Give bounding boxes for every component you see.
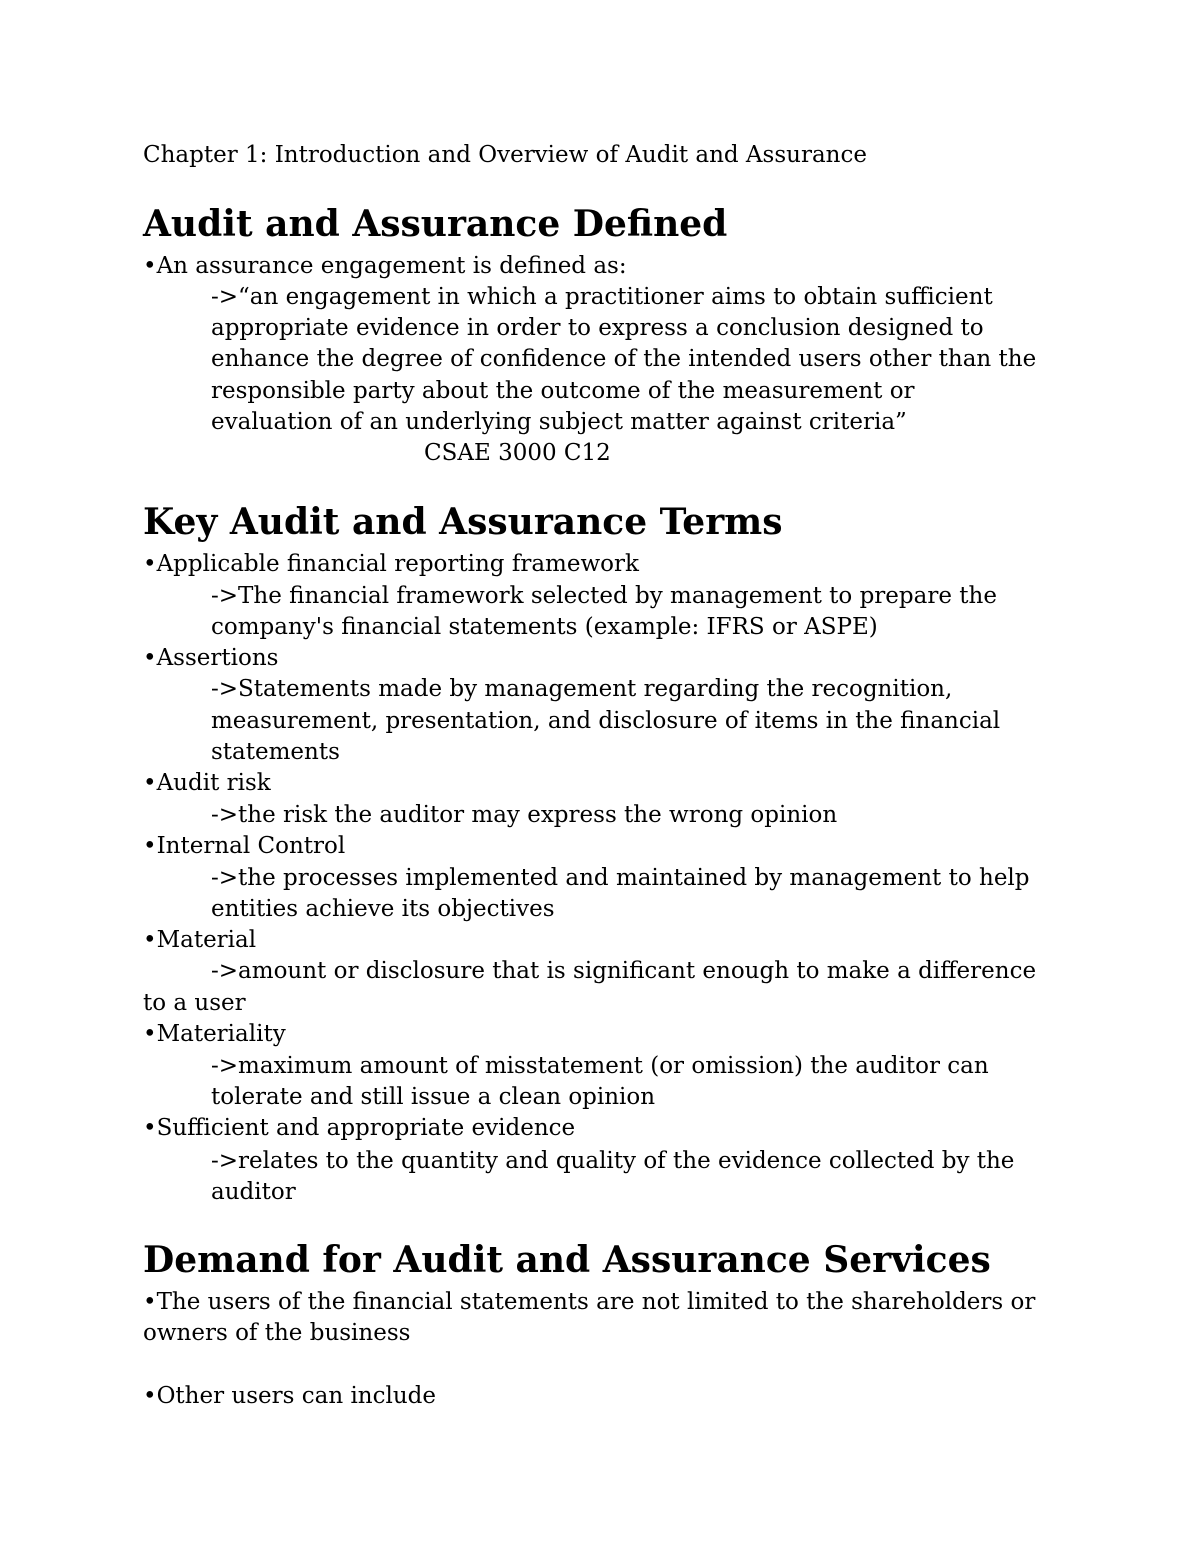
term-definition-line: ->The financial framework selected by management to prepare the — [211, 583, 997, 609]
quote-line: ->“an engagement in which a practitioner aims to obtain sufficient — [211, 284, 993, 310]
quote-line: responsible party about the outcome of the measurement or — [211, 378, 915, 404]
term-internal-control: •Internal Control — [143, 833, 346, 859]
term-definition-line: ->Statements made by management regarding the recognition, — [211, 676, 953, 702]
chapter-title: Chapter 1: Introduction and Overview of Audit and Assurance — [143, 142, 867, 168]
term-definition-line: company's financial statements (example: IFRS or ASPE) — [211, 614, 878, 640]
term-assertions: •Assertions — [143, 645, 279, 671]
bullet-assurance-engagement: •An assurance engagement is defined as: — [143, 253, 627, 279]
quote-source: CSAE 3000 C12 — [424, 440, 611, 466]
section-heading-key-terms: Key Audit and Assurance Terms — [143, 501, 783, 543]
bullet-other-users: •Other users can include — [143, 1383, 437, 1409]
term-sufficient-appropriate-evidence: •Sufficient and appropriate evidence — [143, 1115, 576, 1141]
term-definition-line: auditor — [211, 1179, 296, 1205]
section-heading-audit-assurance-defined: Audit and Assurance Defined — [143, 203, 728, 245]
bullet-users-line: owners of the business — [143, 1320, 411, 1346]
quote-line: evaluation of an underlying subject matter against criteria” — [211, 409, 907, 435]
term-definition-line: ->maximum amount of misstatement (or omission) the auditor can — [211, 1053, 989, 1079]
term-definition-line: tolerate and still issue a clean opinion — [211, 1084, 656, 1110]
term-definition-line: ->the risk the auditor may express the wrong opinion — [211, 802, 838, 828]
section-heading-demand: Demand for Audit and Assurance Services — [143, 1239, 991, 1281]
term-materiality: •Materiality — [143, 1021, 286, 1047]
quote-line: enhance the degree of confidence of the intended users other than the — [211, 346, 1037, 372]
term-definition-line: ->relates to the quantity and quality of the evidence collected by the — [211, 1148, 1015, 1174]
term-definition-line: ->amount or disclosure that is significant enough to make a difference — [211, 958, 1037, 984]
term-audit-risk: •Audit risk — [143, 770, 271, 796]
term-material: •Material — [143, 927, 257, 953]
term-financial-reporting-framework: •Applicable financial reporting framework — [143, 551, 639, 577]
term-definition-line: statements — [211, 739, 340, 765]
term-definition-line: entities achieve its objectives — [211, 896, 555, 922]
quote-line: appropriate evidence in order to express a conclusion designed to — [211, 315, 984, 341]
term-definition-line: ->the processes implemented and maintained by management to help — [211, 865, 1030, 891]
term-definition-line: measurement, presentation, and disclosure of items in the financial — [211, 708, 1001, 734]
bullet-users-line: •The users of the financial statements are not limited to the shareholders or — [143, 1289, 1036, 1315]
term-definition-line: to a user — [143, 990, 246, 1016]
